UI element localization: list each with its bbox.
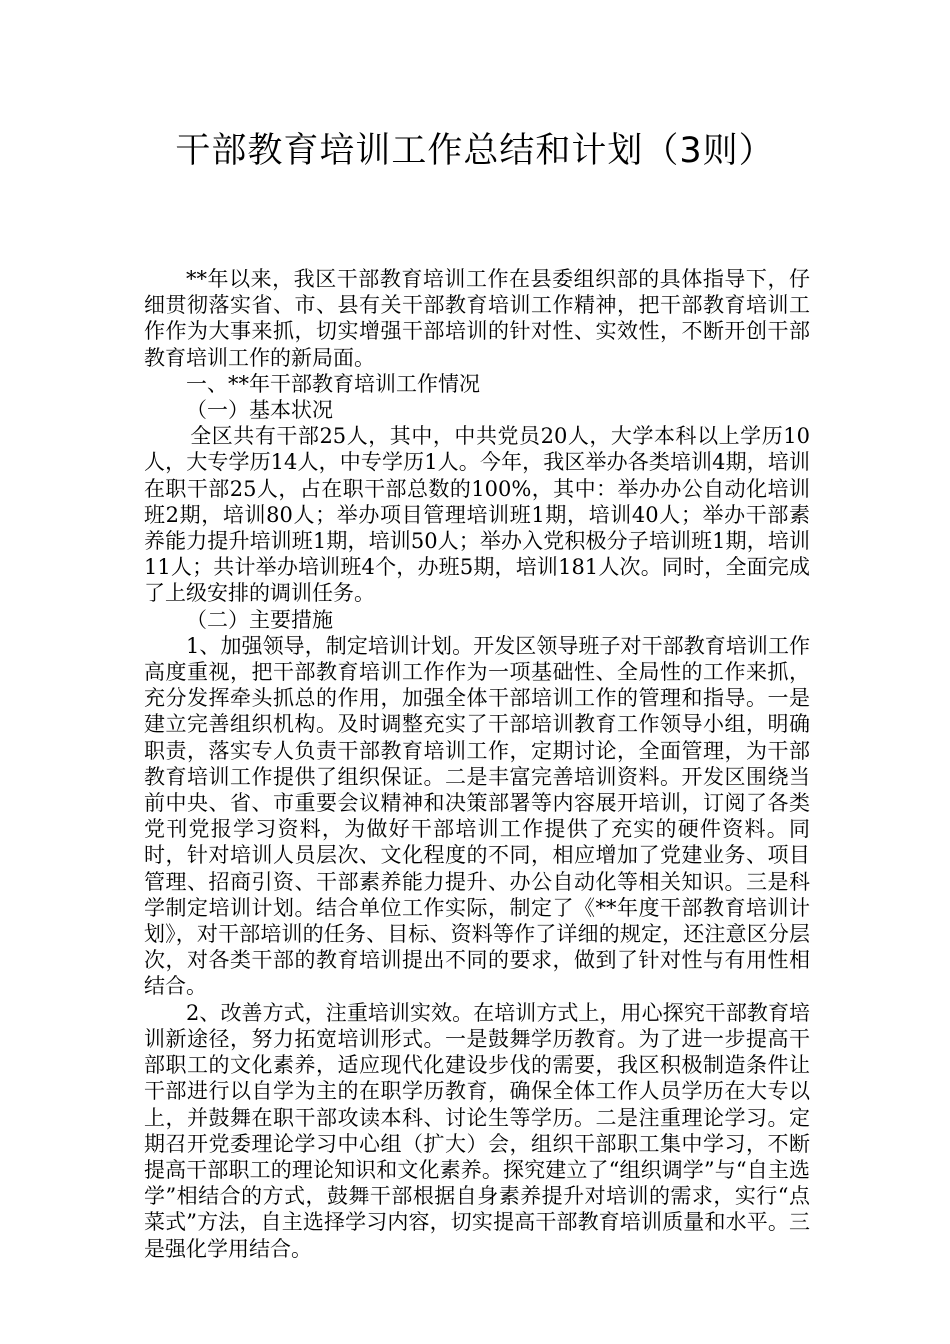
intro-paragraph: **年以来，我区干部教育培训工作在县委组织部的具体指导下，仔细贯彻落实省、市、县有关干部教育培训工作精神，把干部教育培训工作作为大事来抓，切实增强干部培训的针对性、实效性，不断开创干部教育培训工作的新局面。 — [144, 267, 810, 370]
section-heading: 一、**年干部教育培训工作情况 — [186, 371, 480, 396]
measure-paragraph: 1、加强领导，制定培训计划。开发区领导班子对干部教育培训工作高度重视，把干部教育培训工作作为一项基础性、全局性的工作来抓，充分发挥牵头抓总的作用，加强全体干部培训工作的管理和指导。一是建立完善组织机构。及时调整充实了干部培训教育工作领导小组，明确职责，落实专人负责干部教育培训工作，定期讨论，全面管理，为干部教育培训工作提供了组织保证。二是丰富完善培训资料。开发区围绕当前中央、省、市重要会议精神和决策部署等内容展开培训，订阅了各类党刊党报学习资料，为做好干部培训工作提供了充实的硬件资料。同时，针对培训人员层次、文化程度的不同，相应增加了党建业务、项目管理、招商引资、干部素养能力提升、办公自动化等相关知识。三是科学制定培训计划。结合单位工作实际，制定了《**年度干部教育培训计划》，对干部培训的任务、目标、资料等作了详细的规定，还注意区分层次，对各类干部的教育培训提出不同的要求，做到了针对性与有用性相结合。 — [144, 633, 810, 999]
document-body — [144, 266, 810, 1262]
document-title: 干部教育培训工作总结和计划（3则） — [175, 131, 775, 171]
measure-paragraph: 2、改善方式，注重培训实效。在培训方式上，用心探究干部教育培训新途径，努力拓宽培训形式。一是鼓舞学历教育。为了进一步提高干部职工的文化素养，适应现代化建设步伐的需要，我区积极制造条件让干部进行以自学为主的在职学历教育，确保全体工作人员学历在大专以上，并鼓舞在职干部攻读本科、讨论生等学历。二是注重理论学习。定期召开党委理论学习中心组（扩大）会，组织干部职工集中学习，不断提高干部职工的理论知识和文化素养。探究建立了“组织调学”与“自主选学”相结合的方式，鼓舞干部根据自身素养提升对培训的需求，实行“点菜式”方法，自主选择学习内容，切实提高干部教育培训质量和水平。三是强化学用结合。 — [144, 1000, 810, 1261]
subsection-heading: （二）主要措施 — [186, 607, 333, 632]
basic-status-paragraph: 全区共有干部25人，其中，中共党员20人，大学本科以上学历10人，大专学历14人，中专学历1人。今年，我区举办各类培训4期，培训在职干部25人，占在职干部总数的100%，其中：举办办公自动化培训班2期，培训80人；举办项目管理培训班1期，培训40人；举办干部素养能力提升培训班1期，培训50人；举办入党积极分子培训班1期，培训11人；共计举办培训班4个，办班5期，培训181人次。同时，全面完成了上级安排的调训任务。 — [144, 424, 810, 606]
subsection-heading: （一）基本状况 — [186, 398, 333, 423]
